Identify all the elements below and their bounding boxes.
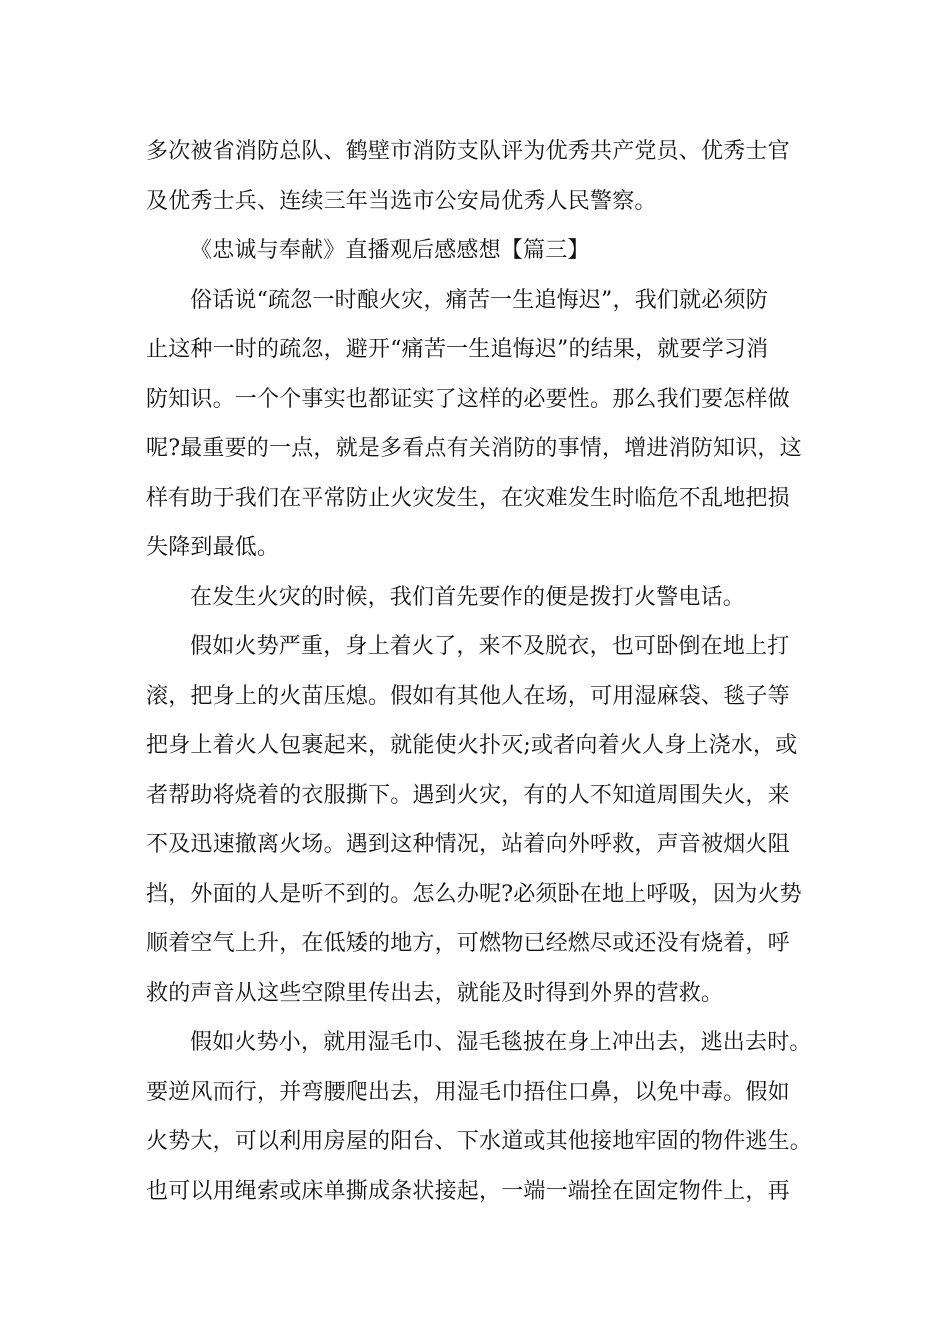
text-line: 救的声音从这些空隙里传出去，就能及时得到外界的营救。 bbox=[146, 981, 724, 1006]
text-line: 滚，把身上的火苗压熄。假如有其他人在场，可用湿麻袋、毯子等 bbox=[146, 684, 790, 709]
text-line: 火势大，可以利用房屋的阳台、下水道或其他接地牢固的物件逃生。 bbox=[146, 1129, 813, 1154]
text-line: 挡，外面的人是听不到的。怎么办呢?必须卧在地上呼吸，因为火势 bbox=[146, 882, 802, 907]
text-line: 在发生火灾的时候，我们首先要作的便是拨打火警电话。 bbox=[190, 585, 746, 610]
text-line: 把身上着火人包裹起来，就能使火扑灭;或者向着火人身上浇水，或 bbox=[146, 733, 798, 758]
text-line: 不及迅速撤离火场。遇到这种情况，站着向外呼救，声音被烟火阻 bbox=[146, 832, 790, 857]
text-line: 假如火势严重，身上着火了，来不及脱衣，也可卧倒在地上打 bbox=[190, 634, 790, 659]
text-line: 及优秀士兵、连续三年当选市公安局优秀人民警察。 bbox=[146, 189, 657, 214]
text-line: 俗话说“疏忽一时酿火灾，痛苦一生追悔迟”，我们就必须防 bbox=[190, 288, 768, 313]
text-line: 也可以用绳索或床单撕成条状接起，一端一端拴在固定物件上，再 bbox=[146, 1179, 790, 1204]
text-line: 样有助于我们在平常防止火灾发生，在灾难发生时临危不乱地把损 bbox=[146, 486, 790, 511]
section-heading: 《忠诚与奉献》直播观后感感想【篇三】 bbox=[190, 238, 590, 263]
text-line: 假如火势小，就用湿毛巾、湿毛毯披在身上冲出去，逃出去时。 bbox=[190, 1030, 812, 1055]
text-line: 者帮助将烧着的衣服撕下。遇到火灾，有的人不知道周围失火，来 bbox=[146, 783, 790, 808]
text-line: 多次被省消防总队、鹤壁市消防支队评为优秀共产党员、优秀士官 bbox=[146, 139, 790, 164]
text-line: 呢?最重要的一点，就是多看点有关消防的事情，增进消防知识，这 bbox=[146, 436, 802, 461]
text-line: 防知识。一个个事实也都证实了这样的必要性。那么我们要怎样做 bbox=[146, 387, 790, 412]
text-line: 止这种一时的疏忽，避开“痛苦一生追悔迟”的结果，就要学习消 bbox=[146, 337, 769, 362]
text-line: 顺着空气上升，在低矮的地方，可燃物已经燃尽或还没有烧着，呼 bbox=[146, 931, 790, 956]
text-line: 失降到最低。 bbox=[146, 535, 280, 560]
text-line: 要逆风而行，并弯腰爬出去，用湿毛巾捂住口鼻，以免中毒。假如 bbox=[146, 1080, 790, 1105]
